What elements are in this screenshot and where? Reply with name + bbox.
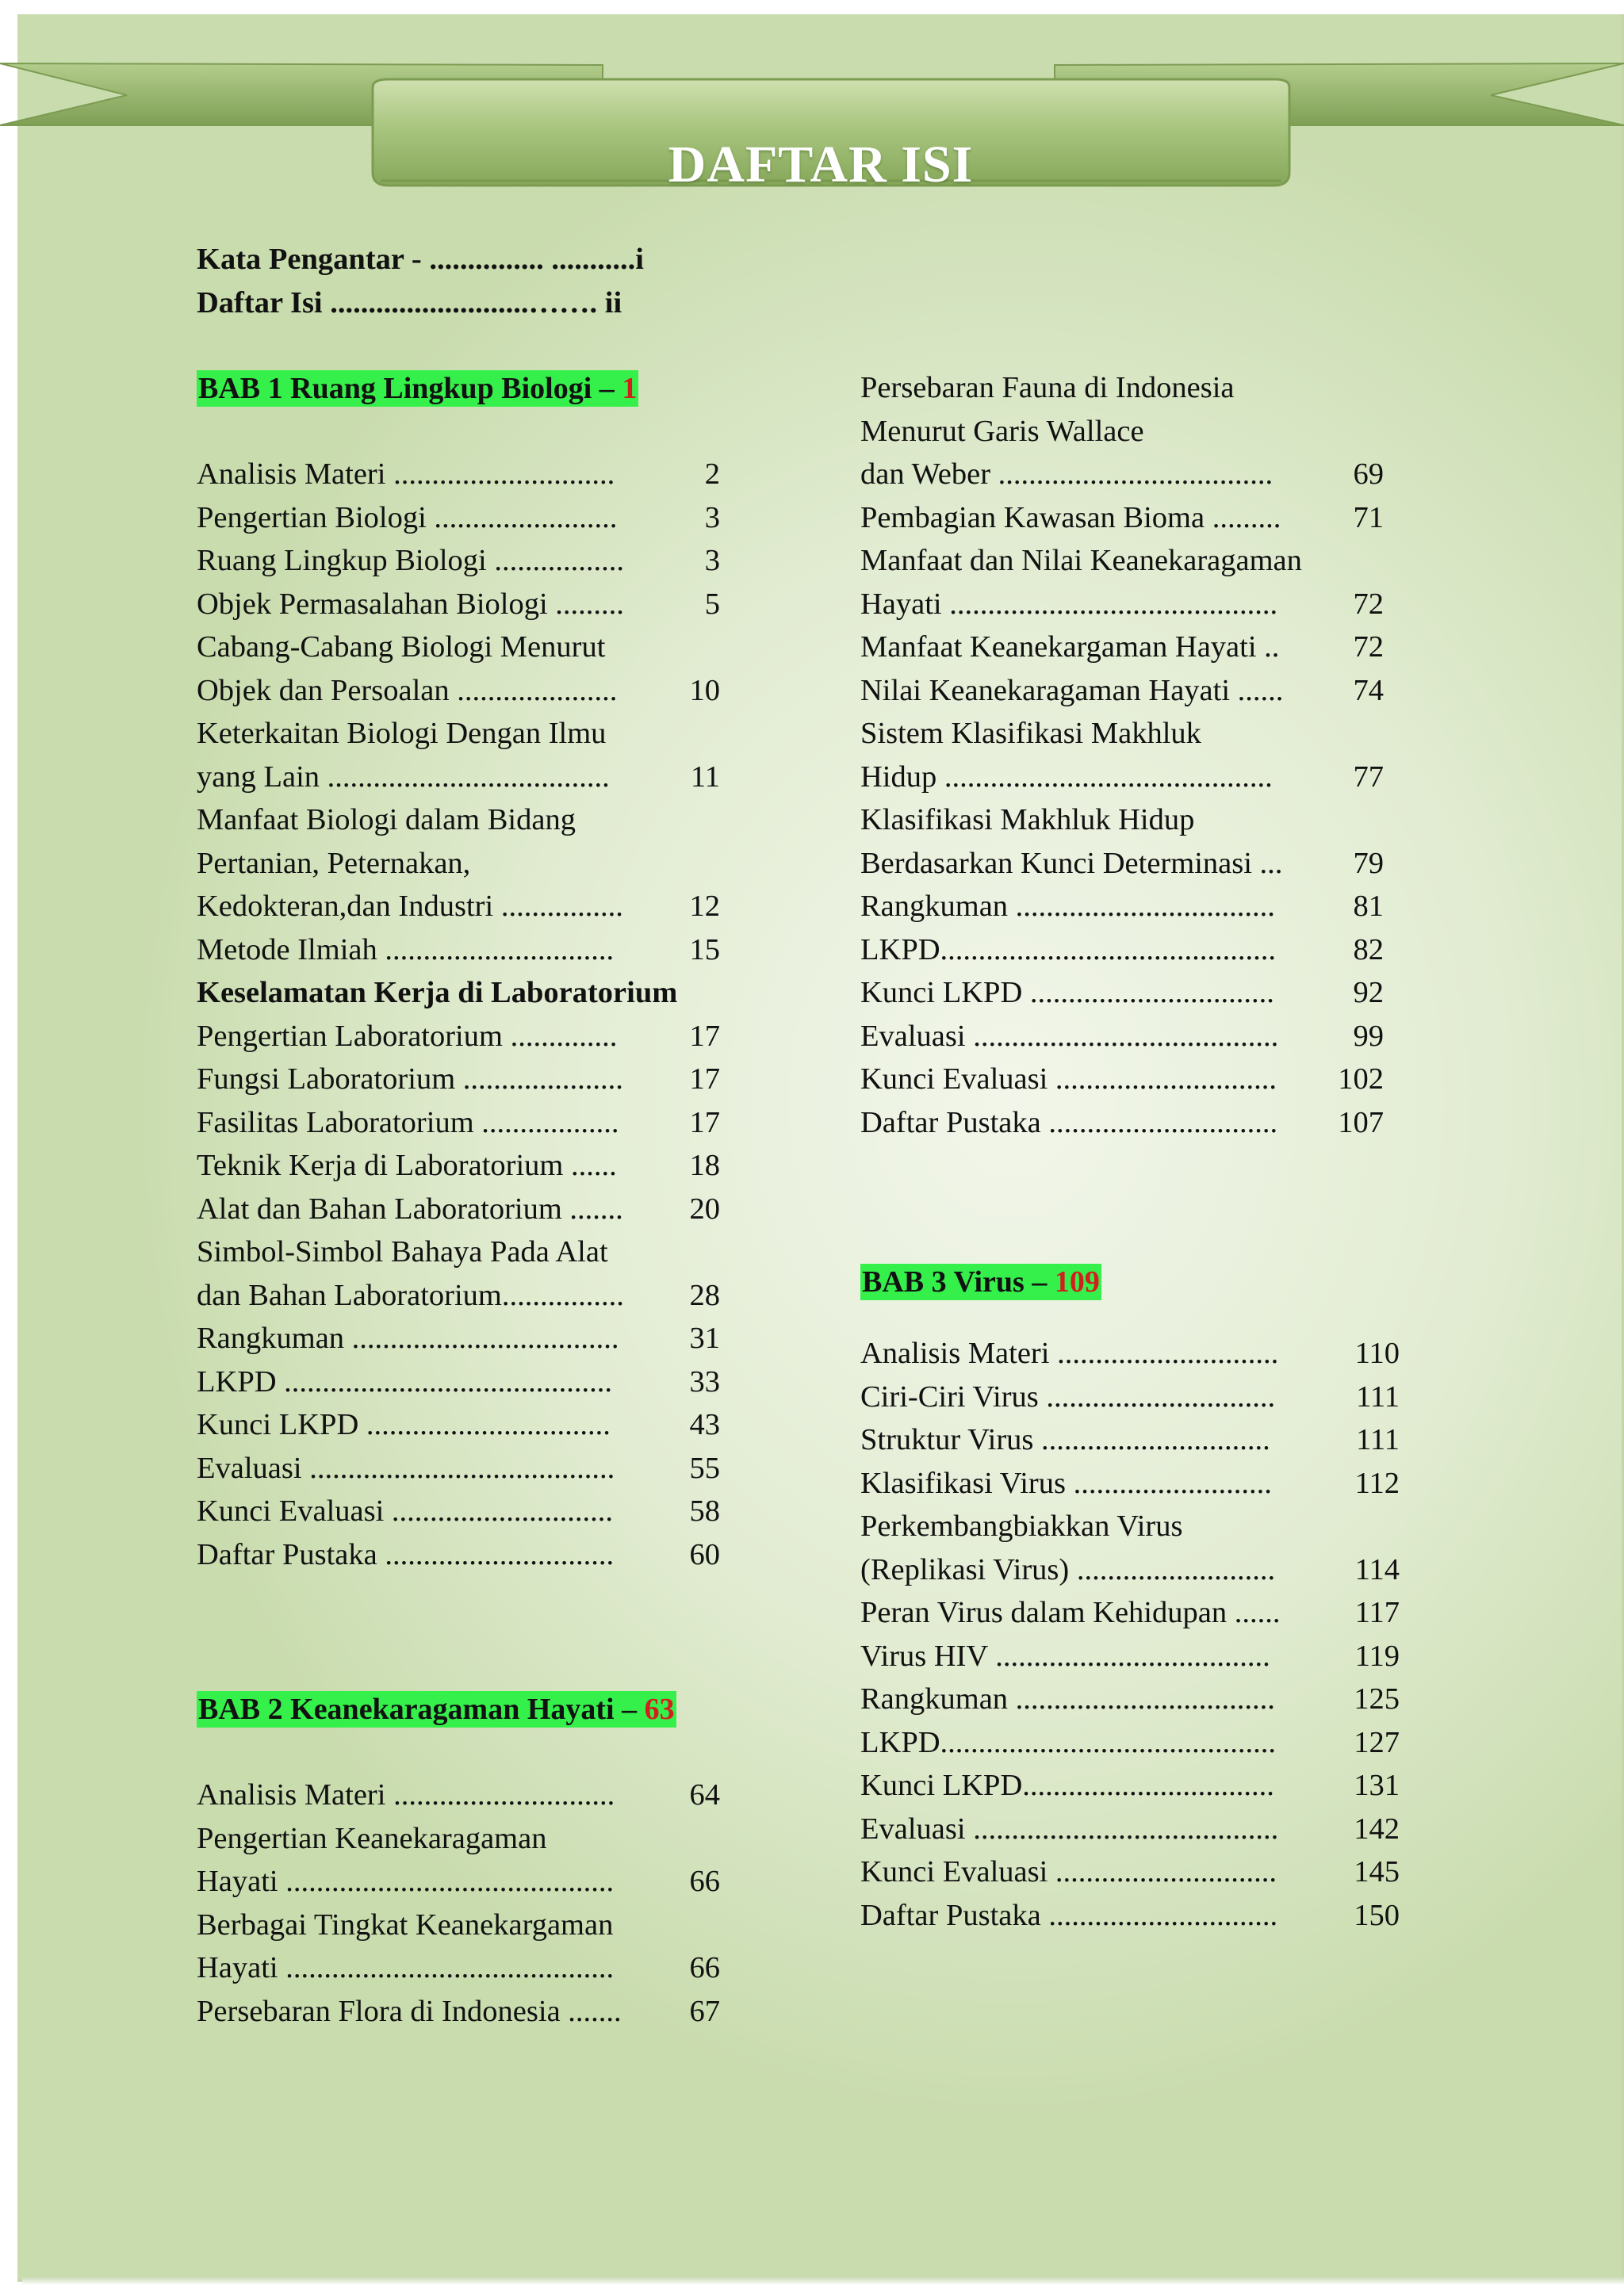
toc-entry xyxy=(860,453,1384,496)
toc-entry xyxy=(197,1403,720,1446)
toc-entry xyxy=(197,842,720,885)
toc-entry-label: Daftar Pustaka .............................. xyxy=(860,1105,1278,1139)
toc-entry-label: Evaluasi ........................................ xyxy=(197,1451,615,1485)
toc-entry xyxy=(197,885,720,928)
toc-entry xyxy=(197,1490,720,1533)
toc-entry-page: 43 xyxy=(689,1408,720,1441)
toc-entry-page: 71 xyxy=(1353,500,1384,534)
toc-entry-label: Berbagai Tingkat Keanekargaman xyxy=(197,1908,614,1942)
toc-entry xyxy=(860,971,1384,1014)
toc-entry xyxy=(860,712,1384,755)
toc-entry xyxy=(197,712,720,755)
chapter-heading-bab3 xyxy=(860,1264,1101,1300)
chapter-heading-bab2 xyxy=(197,1691,676,1728)
toc-entry-label: Alat dan Bahan Laboratorium ....... xyxy=(197,1192,623,1226)
toc-entry-label: Pengertian Laboratorium .............. xyxy=(197,1019,618,1053)
front-matter-kata-pengantar: Kata Pengantar - ............... ...........i xyxy=(197,243,644,276)
toc-entry-page: 79 xyxy=(1353,846,1384,880)
toc-entry xyxy=(860,1548,1400,1591)
toc-entry-label: Daftar Pustaka .............................. xyxy=(197,1537,615,1571)
toc-entry-label: Sistem Klasifikasi Makhluk xyxy=(860,717,1201,750)
toc-entry xyxy=(860,1418,1400,1461)
toc-entry xyxy=(860,1376,1400,1418)
chapter-heading-bab1 xyxy=(197,370,638,407)
toc-entry-label: Kunci LKPD................................. xyxy=(860,1769,1274,1802)
toc-entry-page: 77 xyxy=(1353,760,1384,794)
toc-entry-label: (Replikasi Virus) .......................... xyxy=(860,1552,1276,1586)
toc-entry-label: Evaluasi ........................................ xyxy=(860,1019,1279,1053)
toc-entry-page: 82 xyxy=(1353,932,1384,966)
toc-entry-label: Ruang Lingkup Biologi ................. xyxy=(197,544,624,577)
toc-entry-label: Rangkuman .................................. xyxy=(860,890,1275,923)
toc-entry-page: 102 xyxy=(1338,1062,1384,1096)
toc-entry xyxy=(197,1774,720,1816)
toc-entry xyxy=(860,1764,1400,1807)
toc-entry-label: Rangkuman ................................... xyxy=(197,1322,619,1355)
toc-entry xyxy=(860,1058,1384,1100)
toc-entry-page: 125 xyxy=(1354,1682,1400,1716)
toc-entry-label: Hayati ........................................... xyxy=(197,1865,615,1898)
toc-entry-label: Struktur Virus .............................. xyxy=(860,1423,1270,1456)
toc-entry-page: 92 xyxy=(1353,976,1384,1009)
toc-entry-label: Perkembangbiakkan Virus xyxy=(860,1510,1183,1543)
toc-entry-page: 112 xyxy=(1354,1466,1400,1500)
toc-entry-page: 131 xyxy=(1354,1769,1400,1802)
toc-entry xyxy=(860,539,1384,582)
toc-entry-label: Virus HIV .................................... xyxy=(860,1639,1270,1673)
toc-entry-page: 12 xyxy=(689,890,720,923)
toc-entry-label: Simbol-Simbol Bahaya Pada Alat xyxy=(197,1235,608,1269)
toc-entry-page: 99 xyxy=(1353,1019,1384,1053)
toc-entry xyxy=(860,410,1384,453)
toc-entry-page: 74 xyxy=(1353,673,1384,707)
toc-entry-page: 33 xyxy=(689,1364,720,1399)
title-ribbon-banner xyxy=(0,32,1624,222)
toc-entry-label: dan Bahan Laboratorium................ xyxy=(197,1278,624,1312)
toc-entry-label: Manfaat dan Nilai Keanekaragaman xyxy=(860,544,1302,577)
toc-entry xyxy=(860,669,1384,712)
toc-entry-label: Keterkaitan Biologi Dengan Ilmu xyxy=(197,717,607,750)
toc-entry-label: LKPD............................................ xyxy=(860,1725,1277,1759)
toc-entry-label: Keselamatan Kerja di Laboratorium xyxy=(197,976,678,1009)
toc-entry-page: 17 xyxy=(689,1019,720,1053)
toc-entry xyxy=(197,669,720,712)
toc-entry-label: Persebaran Fauna di Indonesia xyxy=(860,371,1235,404)
toc-entry xyxy=(197,1860,720,1903)
toc-entry-label: Berdasarkan Kunci Determinasi ... xyxy=(860,846,1283,880)
toc-entry-label: Manfaat Biologi dalam Bidang xyxy=(197,803,576,836)
toc-entry xyxy=(860,1505,1400,1548)
toc-entry-label: Analisis Materi ............................. xyxy=(860,1337,1279,1370)
toc-entry-page: 2 xyxy=(704,457,720,491)
toc-entry-page: 18 xyxy=(689,1149,720,1182)
toc-entry-page: 20 xyxy=(689,1192,720,1226)
toc-entry-page: 81 xyxy=(1353,890,1384,923)
toc-entry-label: Daftar Pustaka .............................. xyxy=(860,1898,1278,1932)
toc-entry-page: 3 xyxy=(704,500,720,534)
toc-entry-page: 111 xyxy=(1356,1380,1400,1414)
toc-entry-page: 15 xyxy=(689,932,720,966)
toc-entry xyxy=(860,842,1384,885)
toc-entry-page: 55 xyxy=(689,1451,720,1485)
toc-entry xyxy=(197,1360,720,1403)
toc-entry-page: 58 xyxy=(689,1494,720,1528)
toc-entry-label: Pertanian, Peternakan, xyxy=(197,846,471,880)
toc-entry-page: 117 xyxy=(1354,1596,1400,1629)
toc-entry xyxy=(860,1678,1400,1720)
toc-entry-page: 17 xyxy=(689,1105,720,1139)
toc-entry xyxy=(197,1447,720,1490)
toc-entry xyxy=(197,453,720,496)
toc-entry xyxy=(860,756,1384,798)
toc-entry xyxy=(860,366,1384,409)
toc-entry-page: 114 xyxy=(1354,1552,1400,1586)
toc-entry-page: 150 xyxy=(1354,1898,1400,1932)
toc-entry-page: 145 xyxy=(1354,1855,1400,1888)
page-title: DAFTAR ISI xyxy=(668,136,974,193)
toc-entry-label: Hidup ........................................... xyxy=(860,760,1273,794)
toc-entry xyxy=(197,928,720,971)
toc-entry xyxy=(197,496,720,539)
toc-entry-label: Hayati ........................................... xyxy=(860,587,1278,621)
toc-entry-label: LKPD............................................ xyxy=(860,932,1277,966)
toc-entry-page: 64 xyxy=(689,1778,720,1812)
toc-entry-label: LKPD ........................................... xyxy=(197,1364,613,1399)
toc-entry xyxy=(860,1462,1400,1505)
toc-entry-label: Hayati ........................................... xyxy=(197,1951,615,1984)
toc-entry xyxy=(197,1101,720,1144)
toc-entry-label: Nilai Keanekaragaman Hayati ...... xyxy=(860,673,1284,707)
chapter-title: BAB 1 Ruang Lingkup Biologi – xyxy=(198,372,622,405)
toc-entry-page: 17 xyxy=(689,1062,720,1096)
toc-entry xyxy=(197,971,720,1014)
toc-entry-page: 5 xyxy=(704,587,720,621)
toc-entry xyxy=(860,1015,1384,1058)
chapter-page-number: 1 xyxy=(622,372,638,405)
toc-entry-page: 66 xyxy=(689,1865,720,1898)
toc-entry xyxy=(860,1894,1400,1937)
toc-entry-page: 72 xyxy=(1353,630,1384,664)
toc-entry-label: Analisis Materi ............................. xyxy=(197,457,615,491)
chapter-page-number: 109 xyxy=(1054,1265,1100,1299)
toc-entry-label: Teknik Kerja di Laboratorium ...... xyxy=(197,1149,617,1182)
toc-entry-label: Analisis Materi ............................. xyxy=(197,1778,615,1812)
toc-entry-page: 110 xyxy=(1354,1337,1400,1370)
toc-entry xyxy=(860,1721,1400,1764)
toc-entry-label: Kunci Evaluasi ............................. xyxy=(860,1855,1277,1888)
toc-entry xyxy=(860,626,1384,668)
toc-entry xyxy=(197,1058,720,1100)
toc-entry-label: Kunci Evaluasi ............................. xyxy=(197,1494,614,1528)
toc-entry xyxy=(197,1144,720,1187)
toc-entry-label: Kunci Evaluasi ............................. xyxy=(860,1062,1277,1096)
toc-entry-page: 69 xyxy=(1353,457,1384,491)
toc-entry-label: Menurut Garis Wallace xyxy=(860,414,1144,448)
toc-entry xyxy=(860,496,1384,539)
front-matter-daftar-isi: Daftar Isi ..........................……. ii xyxy=(197,286,622,320)
toc-entry xyxy=(860,1591,1400,1634)
page-shadow xyxy=(22,2277,1624,2285)
toc-entry-page: 11 xyxy=(690,760,720,794)
toc-entry-label: Pengertian Biologi ........................ xyxy=(197,500,618,534)
toc-entry xyxy=(860,1635,1400,1678)
toc-entry-page: 107 xyxy=(1338,1105,1384,1139)
toc-entry xyxy=(197,756,720,798)
toc-entry-page: 28 xyxy=(689,1278,720,1312)
toc-entry-label: Fasilitas Laboratorium .................. xyxy=(197,1105,619,1139)
toc-entry xyxy=(860,583,1384,626)
toc-entry-page: 67 xyxy=(689,1994,720,2028)
toc-entry-page: 127 xyxy=(1354,1725,1400,1759)
toc-entry-label: Peran Virus dalam Kehidupan ...... xyxy=(860,1596,1281,1629)
toc-entry xyxy=(860,1808,1400,1850)
toc-entry xyxy=(197,626,720,668)
toc-entry xyxy=(197,1904,720,1946)
toc-entry-label: Objek Permasalahan Biologi ......... xyxy=(197,587,624,621)
toc-entry-page: 111 xyxy=(1356,1423,1400,1456)
toc-entry xyxy=(197,1188,720,1230)
toc-entry-page: 119 xyxy=(1354,1639,1400,1673)
toc-entry-page: 31 xyxy=(689,1322,720,1355)
toc-entry-label: Persebaran Flora di Indonesia ....... xyxy=(197,1994,622,2028)
toc-entry-label: Kunci LKPD ................................ xyxy=(197,1408,611,1441)
toc-entry xyxy=(197,539,720,582)
toc-entry-page: 60 xyxy=(689,1537,720,1571)
toc-entry xyxy=(860,928,1384,971)
toc-entry-label: Fungsi Laboratorium ..................... xyxy=(197,1062,623,1096)
chapter-title: BAB 2 Keanekaragaman Hayati – xyxy=(198,1693,645,1726)
toc-entry-page: 142 xyxy=(1354,1812,1400,1846)
toc-entry xyxy=(860,1101,1384,1144)
toc-entry-label: Kedokteran,dan Industri ................ xyxy=(197,890,623,923)
toc-entry xyxy=(197,1230,720,1273)
toc-entry xyxy=(197,583,720,626)
toc-entry-label: Pengertian Keanekaragaman xyxy=(197,1821,547,1855)
toc-entry-page: 66 xyxy=(689,1951,720,1984)
toc-entry-label: Pembagian Kawasan Bioma ......... xyxy=(860,500,1281,534)
toc-entry xyxy=(197,1274,720,1317)
toc-entry-label: Manfaat Keanekargaman Hayati .. xyxy=(860,630,1280,664)
toc-entry-label: Ciri-Ciri Virus .............................. xyxy=(860,1380,1276,1414)
toc-entry-label: Metode Ilmiah .............................. xyxy=(197,932,615,966)
toc-entry xyxy=(197,1946,720,1989)
toc-entry xyxy=(197,1990,720,2033)
toc-entry-page: 72 xyxy=(1353,587,1384,621)
toc-entry xyxy=(197,1317,720,1360)
toc-entry-label: Cabang-Cabang Biologi Menurut xyxy=(197,630,606,664)
toc-entry xyxy=(860,1850,1400,1893)
toc-entry-label: Objek dan Persoalan ..................... xyxy=(197,673,618,707)
toc-entry-label: dan Weber .................................... xyxy=(860,457,1274,491)
toc-entry xyxy=(860,1332,1400,1375)
toc-entry xyxy=(860,798,1384,841)
toc-entry-label: Rangkuman .................................. xyxy=(860,1682,1275,1716)
chapter-page-number: 63 xyxy=(644,1693,675,1726)
toc-entry-label: Kunci LKPD ................................ xyxy=(860,976,1274,1009)
toc-entry xyxy=(197,798,720,841)
toc-entry xyxy=(860,885,1384,928)
toc-entry-label: yang Lain ..................................... xyxy=(197,760,610,794)
toc-entry-label: Klasifikasi Makhluk Hidup xyxy=(860,803,1195,836)
toc-entry xyxy=(197,1817,720,1860)
toc-entry xyxy=(197,1533,720,1576)
toc-entry xyxy=(197,1015,720,1058)
toc-entry-page: 3 xyxy=(704,544,720,577)
chapter-title: BAB 3 Virus – xyxy=(862,1265,1055,1299)
toc-entry-page: 10 xyxy=(689,673,720,707)
toc-entry-label: Evaluasi ........................................ xyxy=(860,1812,1279,1846)
toc-entry-label: Klasifikasi Virus .......................... xyxy=(860,1466,1272,1500)
